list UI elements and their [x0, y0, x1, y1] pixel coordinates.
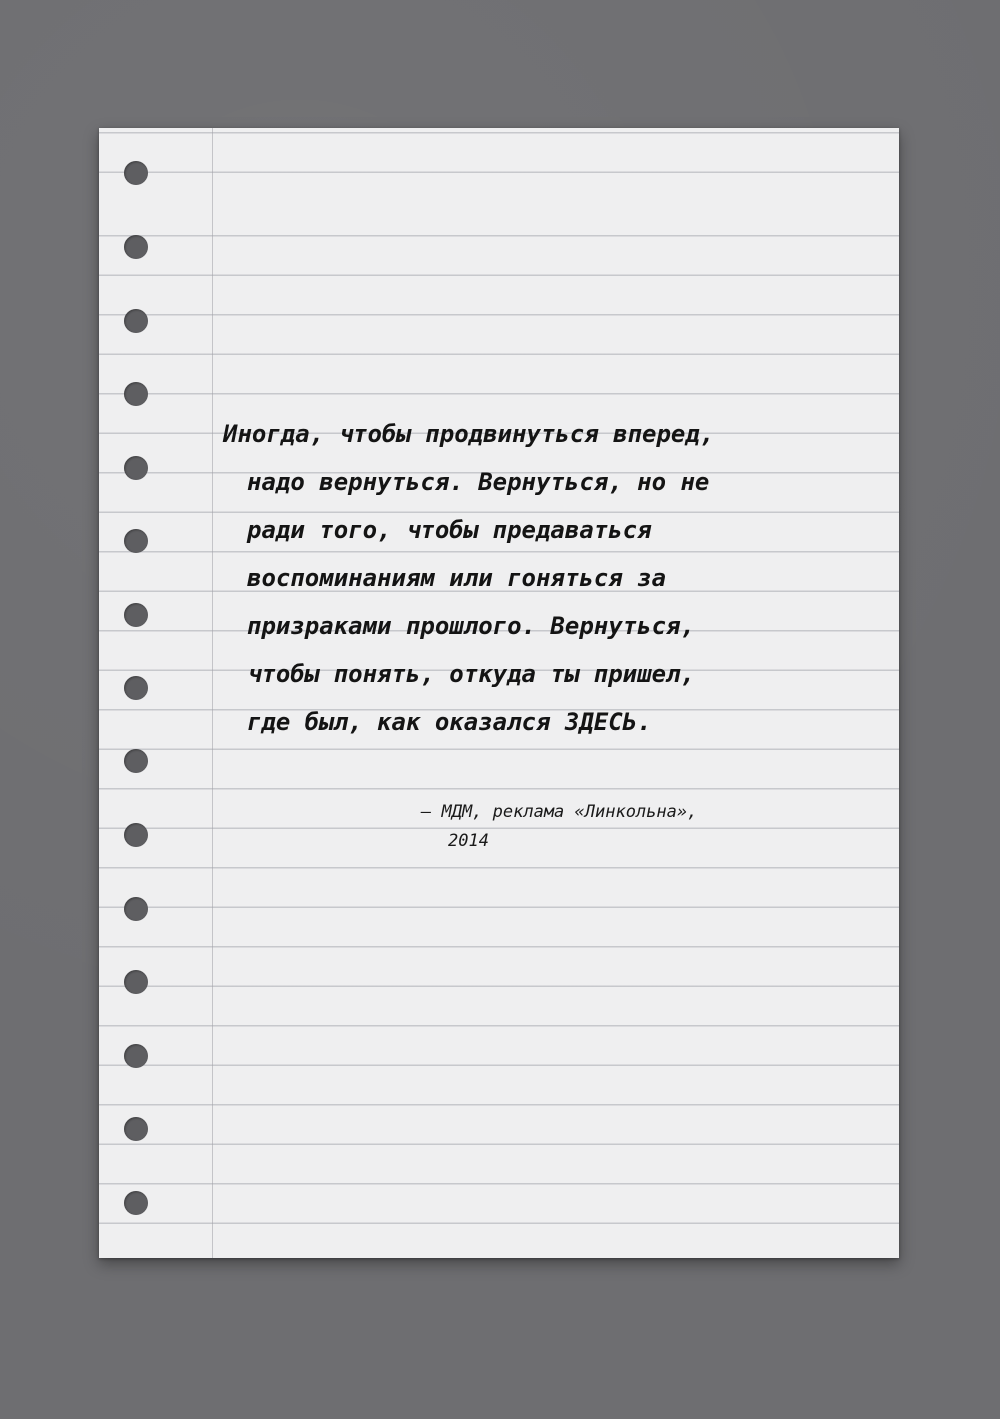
- quote-attribution: [421, 798, 781, 856]
- attribution-source: — МДМ, реклама «Линкольна»,: [421, 802, 698, 822]
- binder-hole-icon: [124, 970, 148, 994]
- attribution-year: 2014: [448, 831, 489, 851]
- binder-hole-icon: [124, 749, 148, 773]
- binder-hole-icon: [124, 161, 148, 185]
- binder-hole-icon: [124, 235, 148, 259]
- quote-line: где был, как оказался ЗДЕСЬ.: [247, 708, 652, 736]
- notebook-page: [99, 128, 899, 1258]
- margin-line: [212, 128, 213, 1258]
- binder-hole-icon: [124, 897, 148, 921]
- quote-line: призраками прошлого. Вернуться,: [247, 612, 695, 640]
- binder-hole-icon: [124, 456, 148, 480]
- binder-hole-icon: [124, 1191, 148, 1215]
- quote-line: чтобы понять, откуда ты пришел,: [247, 660, 695, 688]
- binder-hole-icon: [124, 529, 148, 553]
- binder-hole-icon: [124, 676, 148, 700]
- binder-hole-icon: [124, 1044, 148, 1068]
- binder-hole-icon: [124, 823, 148, 847]
- quote-line: воспоминаниям или гоняться за: [247, 564, 667, 592]
- quote-line: Иногда, чтобы продвинуться вперед,: [223, 420, 715, 448]
- handwritten-quote: [223, 410, 783, 746]
- binder-hole-icon: [124, 309, 148, 333]
- binder-hole-icon: [124, 603, 148, 627]
- quote-line: надо вернуться. Вернуться, но не: [247, 468, 710, 496]
- quote-line: ради того, чтобы предаваться: [247, 516, 652, 544]
- binder-hole-icon: [124, 1117, 148, 1141]
- binder-hole-icon: [124, 382, 148, 406]
